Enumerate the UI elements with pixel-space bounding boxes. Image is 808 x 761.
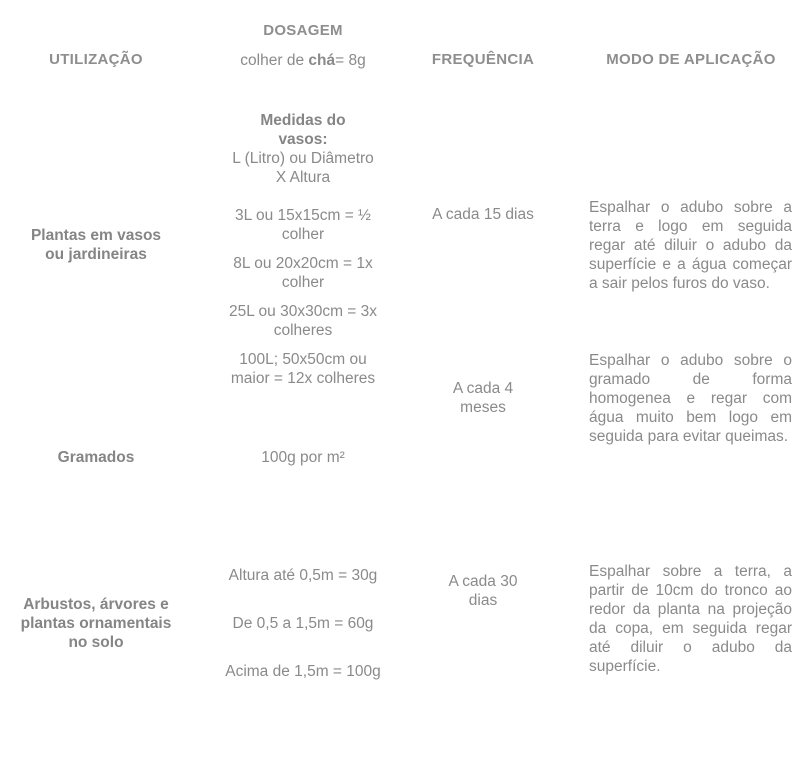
row2-modo: Espalhar o adubo sobre o gramado de forma homogenea e regar com água muito bem logo em seguida para evitar queimas. (589, 352, 792, 445)
dosagem-note-post: = 8g (335, 52, 366, 69)
header-frequencia: FREQUÊNCIA (431, 51, 535, 68)
header-dosagem-note (215, 51, 391, 70)
row1-dosagem-subtitle: L (Litro) ou Diâmetro X Altura (232, 150, 374, 186)
row3-utilizacao: Arbustos, árvores e plantas ornamentais no solo (20, 596, 172, 651)
dosagem-note-bold: chá (308, 52, 336, 69)
row1-dosagem-item: 25L ou 30x30cm = 3x colheres (228, 303, 378, 339)
row1-dosagem-item: 3L ou 15x15cm = ½ colher (234, 207, 371, 243)
row1-frequencia: A cada 15 dias (432, 206, 534, 223)
row1-dosagem-item: 100L; 50x50cm ou maior = 12x colheres (230, 351, 376, 387)
dosagem-note-pre: colher de (240, 52, 309, 69)
row2-frequencia: A cada 4 meses (452, 380, 514, 416)
row2-dosagem: 100g por m² (261, 449, 345, 466)
row1-dosagem-item: 8L ou 20x20cm = 1x colher (233, 255, 373, 291)
header-utilizacao: UTILIZAÇÃO (49, 51, 143, 68)
row3-dosagem-item: De 0,5 a 1,5m = 60g (232, 615, 374, 632)
header-modo: MODO DE APLICAÇÃO (606, 51, 776, 68)
row1-dosagem-title: Medidas do vasos: (260, 112, 346, 148)
row1-utilizacao: Plantas em vasos ou jardineiras (30, 227, 162, 263)
row3-frequencia: A cada 30 dias (448, 573, 518, 609)
row2-utilizacao: Gramados (57, 449, 135, 466)
row3-dosagem-item: Acima de 1,5m = 100g (225, 663, 381, 680)
row1-modo: Espalhar o adubo sobre a terra e logo em seguida regar até diluir o adubo da superfície e a água começar a sair pelos furos do vaso. (589, 199, 792, 292)
header-dosagem: DOSAGEM (263, 22, 343, 39)
row3-dosagem-item: Altura até 0,5m = 30g (228, 567, 378, 584)
row3-modo: Espalhar sobre a terra, a partir de 10cm do tronco ao redor da planta na projeção da copa, em seguida regar até diluir o adubo da superfície. (589, 563, 792, 675)
